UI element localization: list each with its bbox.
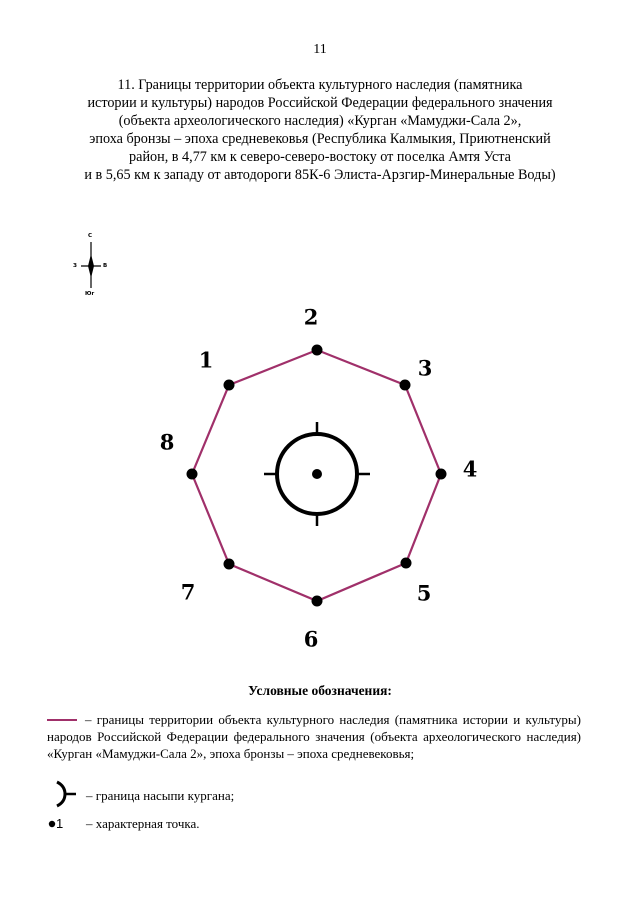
boundary-line-swatch bbox=[47, 719, 77, 721]
legend-point-number: 1 bbox=[56, 816, 64, 831]
point-marker bbox=[436, 469, 447, 480]
point-label: 7 bbox=[180, 579, 196, 605]
compass-south-label: Юг bbox=[85, 291, 95, 297]
legend-boundary-text: – границы территории объекта культурного наследия (памятника истории и культуры) народов Российской Федерации федерального значения (объекта археологического наследия) «Курган «Мамуджи-Сала 2», эпоха бронзы – эпоха средневековья; bbox=[47, 712, 581, 761]
title-line: (объекта археологического наследия) «Курган «Мамуджи-Сала 2», bbox=[118, 113, 522, 129]
title-line: район, в 4,77 км к северо-северо-востоку от поселка Амтя Уста bbox=[129, 149, 511, 165]
title-line: и в 5,65 км к западу от автодороги 85К-6 Элиста-Арзгир-Минеральные Воды) bbox=[84, 167, 556, 183]
page-number: 11 bbox=[313, 42, 327, 57]
compass-east-label: В bbox=[103, 263, 108, 269]
point-marker bbox=[401, 558, 412, 569]
legend-item-boundary bbox=[47, 711, 581, 762]
point-label: 4 bbox=[462, 456, 478, 482]
point-marker bbox=[224, 380, 235, 391]
legend-mound-text: – граница насыпи кургана; bbox=[86, 788, 235, 803]
legend-item-point bbox=[47, 816, 447, 834]
legend-point-text: – характерная точка. bbox=[86, 816, 200, 831]
point-symbol-icon bbox=[48, 820, 56, 828]
point-marker bbox=[400, 380, 411, 391]
mound-center-point bbox=[312, 469, 322, 479]
point-label: 8 bbox=[159, 429, 175, 455]
title-line: истории и культуры) народов Российской Федерации федерального значения bbox=[87, 95, 553, 111]
point-label: 3 bbox=[417, 355, 433, 381]
point-label: 6 bbox=[303, 626, 319, 652]
point-marker bbox=[312, 596, 323, 607]
mound-boundary-symbol-icon bbox=[53, 780, 79, 808]
legend-title: Условные обозначения: bbox=[248, 683, 392, 698]
compass-west-label: З bbox=[73, 263, 77, 269]
title-line: 11. Границы территории объекта культурного наследия (памятника bbox=[117, 77, 523, 93]
compass-north-label: С bbox=[88, 233, 93, 239]
point-label: 2 bbox=[303, 304, 319, 330]
point-marker bbox=[187, 469, 198, 480]
point-marker bbox=[312, 345, 323, 356]
point-marker bbox=[224, 559, 235, 570]
mound-symbol bbox=[264, 422, 370, 526]
point-label: 1 bbox=[198, 347, 214, 373]
point-label: 5 bbox=[416, 580, 432, 606]
title-line: эпоха бронзы – эпоха средневековья (Республика Калмыкия, Приютненский bbox=[89, 131, 551, 147]
legend-item-mound bbox=[47, 782, 447, 808]
